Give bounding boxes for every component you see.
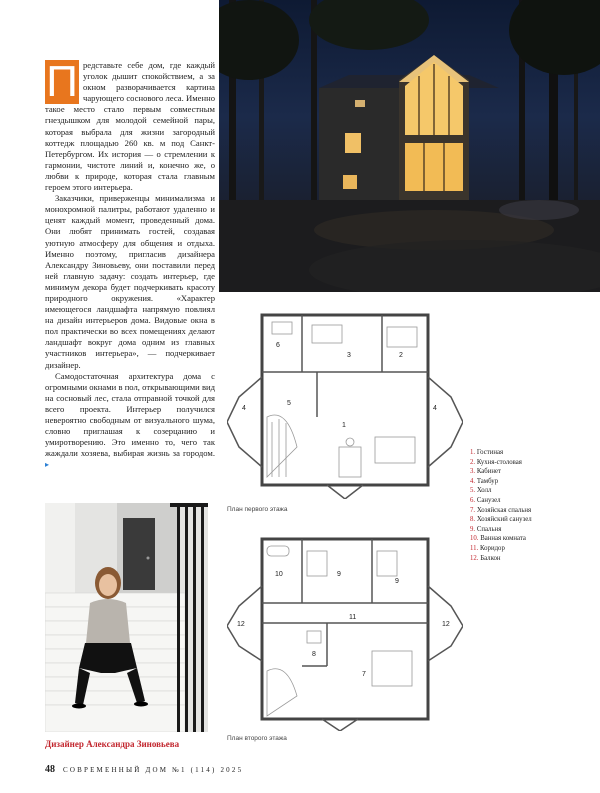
first-floor-plan-caption: План первого этажа xyxy=(227,506,288,513)
legend-item: 9. Спальня xyxy=(470,525,502,533)
plan1-label-3: 3 xyxy=(347,352,351,359)
end-of-article-icon: ▸ xyxy=(45,460,50,470)
legend-item: 3. Кабинет xyxy=(470,468,501,476)
plan1-label-5: 5 xyxy=(287,400,291,407)
plan-legend xyxy=(470,448,532,563)
plan2-label-12-left: 12 xyxy=(237,621,245,628)
drop-cap: П xyxy=(46,57,78,106)
article-body xyxy=(45,57,215,470)
house-night-photo xyxy=(219,0,600,292)
plan2-label-8: 8 xyxy=(312,651,316,658)
first-floor-plan xyxy=(227,297,463,499)
legend-item: 5. Холл xyxy=(470,487,492,495)
article-paragraph-1: П редставьте себе дом, где каждый уголок дышит спокойствием, а за окном разворачивается картина чарующего соснового леса. Именно такое место стало первым совместным гнездышком для молодой семейной пары, которая выбрала для жизни загородный коттедж площадью 260 кв. м под Санкт-Петербургом. Их история — о стремлении к гармонии, чистоте линий и, конечно же, о любви к природе, которая стала главным героем этого интерьера. xyxy=(45,57,215,193)
plan2-label-12-right: 12 xyxy=(442,621,450,628)
article-paragraph-2: Заказчики, приверженцы минимализма и монохромной палитры, работают удаленно и ценят каждый момент, проведенный дома. Они любят принимать гостей, создавая уютную атмосферу для общения и отдыха. Именно поэтому, пригласив дизайнера Александру Зиновьеву, они поставили перед ней главную задачу: создать интерьер, где минимум декора будет подчеркивать красоту природного окружения. «Характер имеющегося ландшафта напрямую повлиял на дизайн интерьеров дома. Видовые окна в пол практически во всех помещениях делают ландшафт вокруг дома одним из главных участников интерьера», — подчеркивает дизайнер. xyxy=(45,193,215,370)
page-footer xyxy=(45,764,565,775)
plan1-label-4-left: 4 xyxy=(242,405,246,412)
legend-item: 10. Ванная комната xyxy=(470,535,526,543)
legend-item: 1. Гостиная xyxy=(470,449,504,456)
legend-item: 7. Хозяйская спальня xyxy=(470,506,532,514)
legend-item: 8. Хозяйский санузел xyxy=(470,516,532,524)
plan1-label-2: 2 xyxy=(399,352,403,359)
article-paragraph-3: Самодостаточная архитектура дома с огромными окнами в пол, открывающими вид на сосновый лес, стала отправной точкой для всего проекта. Интерьер получился невероятно свободным от визуального шума, словно приглашая к созерцанию и умиротворению. Это именно то, чего так жаждали хозяева, выбирая жизнь за городом. ▸ xyxy=(45,370,215,470)
designer-photo xyxy=(45,503,208,732)
legend-item: 6. Санузел xyxy=(470,496,501,504)
designer-caption: Дизайнер Александра Зиновьева xyxy=(45,739,180,749)
plan2-label-9-right: 9 xyxy=(395,578,399,585)
legend-item: 2. Кухня-столовая xyxy=(470,458,522,466)
plan1-label-1: 1 xyxy=(342,422,346,429)
second-floor-plan xyxy=(227,531,463,731)
magazine-name: СОВРЕМЕННЫЙ ДОМ №1 (114) 2025 xyxy=(63,766,244,774)
page-number: 48 xyxy=(45,764,55,775)
second-floor-plan-caption: План второго этажа xyxy=(227,735,287,742)
plan1-label-6: 6 xyxy=(276,342,280,349)
plan2-label-7: 7 xyxy=(362,671,366,678)
legend-item: 11. Коридор xyxy=(470,544,505,552)
plan2-label-10: 10 xyxy=(275,571,283,578)
plan1-label-4-right: 4 xyxy=(433,405,437,412)
legend-item: 4. Тамбур xyxy=(470,477,499,485)
plan2-label-11: 11 xyxy=(349,614,357,621)
plan2-label-9-left: 9 xyxy=(337,571,341,578)
legend-item: 12. Балкон xyxy=(470,554,501,562)
